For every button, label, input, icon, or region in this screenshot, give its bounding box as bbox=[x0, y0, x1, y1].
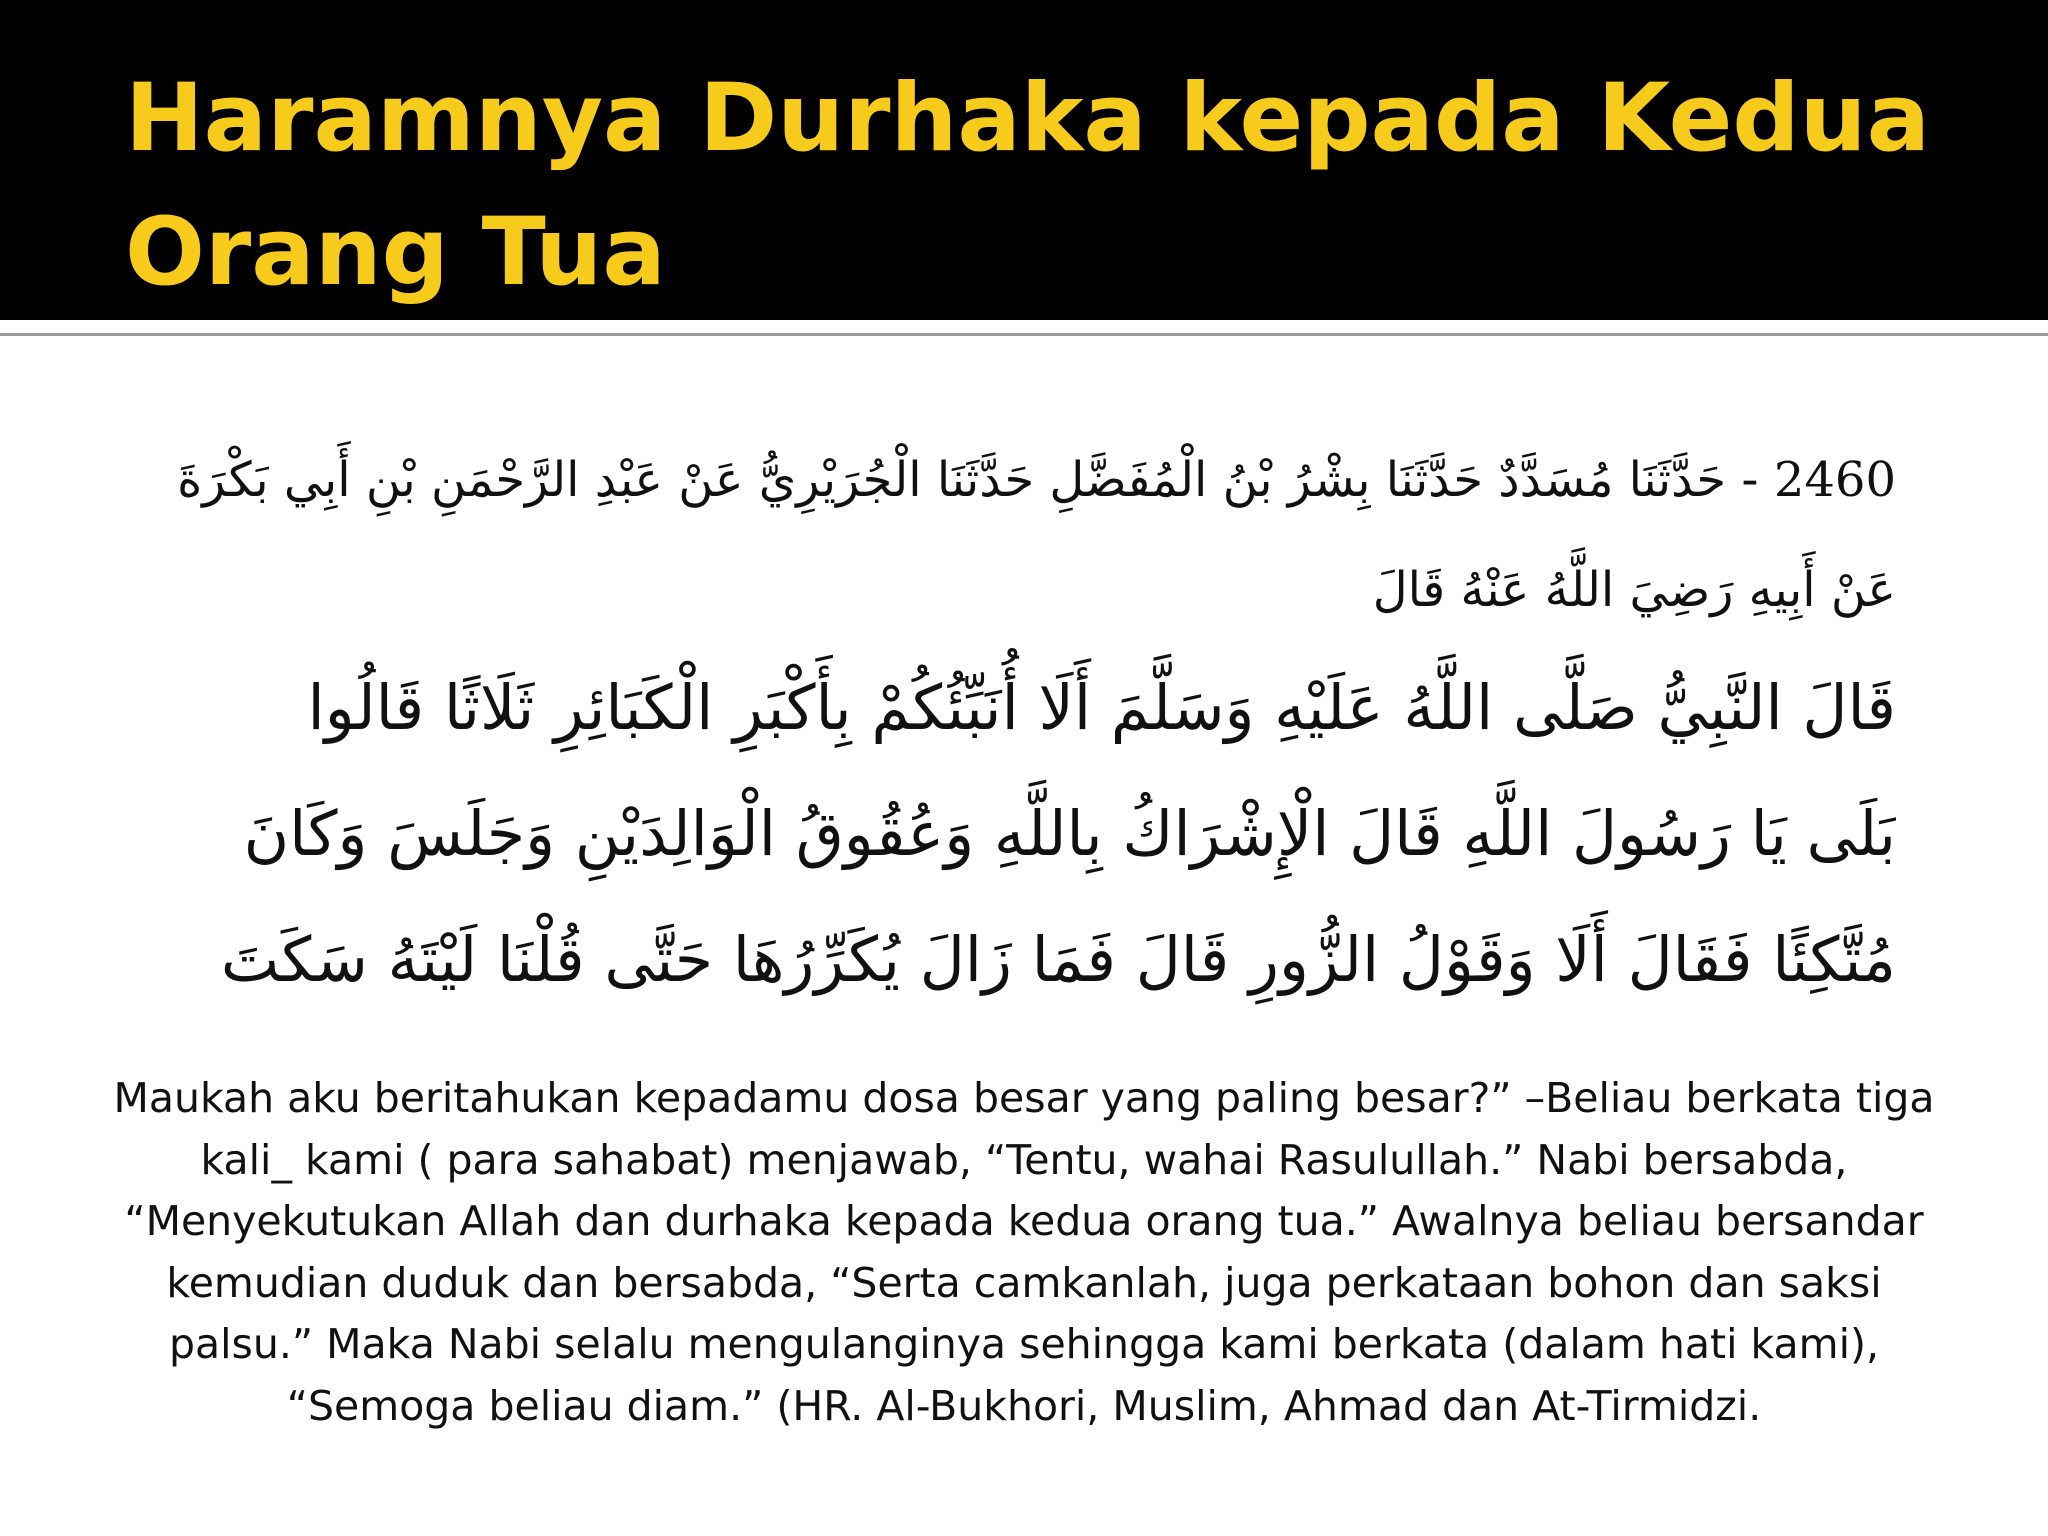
divider-thick bbox=[0, 320, 2048, 327]
hadith-number: 2460 bbox=[1773, 452, 1896, 508]
title-bar bbox=[0, 0, 2048, 320]
arabic-isnad-line-2: عَنْ أَبِيهِ رَضِيَ اللَّهُ عَنْهُ قَالَ bbox=[1372, 562, 1896, 618]
arabic-isnad-line-1: 2460 - حَدَّثَنَا مُسَدَّدٌ حَدَّثَنَا بِشْرُ بْنُ الْمُفَضَّلِ حَدَّثَنَا الْجُرَيْرِيُّ عَنْ عَبْدِ الرَّحْمَنِ بْنِ أَبِي بَكْرَةَ bbox=[177, 452, 1896, 508]
divider-thin bbox=[0, 333, 2048, 336]
translation-text: Maukah aku beritahukan kepadamu dosa besar yang paling besar?” –Beliau berkata tiga kali_ kami ( para sahabat) menjawab, “Tentu, wahai Rasulullah.” Nabi bersabda, “Menyekutukan Allah dan durhaka kepada kedua orang tua.” Awalnya beliau bersandar kemudian duduk dan bersabda, “Serta camkanlah, juga perkataan bohon dan saksi palsu.” Maka Nabi selalu mengulanginya sehingga kami berkata (dalam hati kami), “Semoga beliau diam.” (HR. Al-Bukhori, Muslim, Ahmad dan At-Tirmidzi. bbox=[113, 1074, 1935, 1430]
slide-title: Haramnya Durhaka kepada Kedua Orang Tua bbox=[125, 64, 1931, 307]
arabic-hadith bbox=[140, 425, 1896, 1023]
arabic-matn-line-2: بَلَى يَا رَسُولَ اللَّهِ قَالَ الْإِشْرَاكُ بِاللَّهِ وَعُقُوقُ الْوَالِدَيْنِ وَجَلَسَ وَكَانَ bbox=[243, 797, 1896, 870]
arabic-isnad-text-1: حَدَّثَنَا مُسَدَّدٌ حَدَّثَنَا بِشْرُ بْنُ الْمُفَضَّلِ حَدَّثَنَا الْجُرَيْرِيُّ عَنْ عَبْدِ الرَّحْمَنِ بْنِ أَبِي بَكْرَةَ bbox=[177, 452, 1726, 508]
arabic-matn-line-3: مُتَّكِئًا فَقَالَ أَلَا وَقَوْلُ الزُّورِ قَالَ فَمَا زَالَ يُكَرِّرُهَا حَتَّى قُلْنَا لَيْتَهُ سَكَتَ bbox=[220, 923, 1896, 996]
arabic-matn-line-1: قَالَ النَّبِيُّ صَلَّى اللَّهُ عَلَيْهِ وَسَلَّمَ أَلَا أُنَبِّئُكُمْ بِأَكْبَرِ الْكَبَائِرِ ثَلَاثًا قَالُوا bbox=[307, 671, 1896, 744]
